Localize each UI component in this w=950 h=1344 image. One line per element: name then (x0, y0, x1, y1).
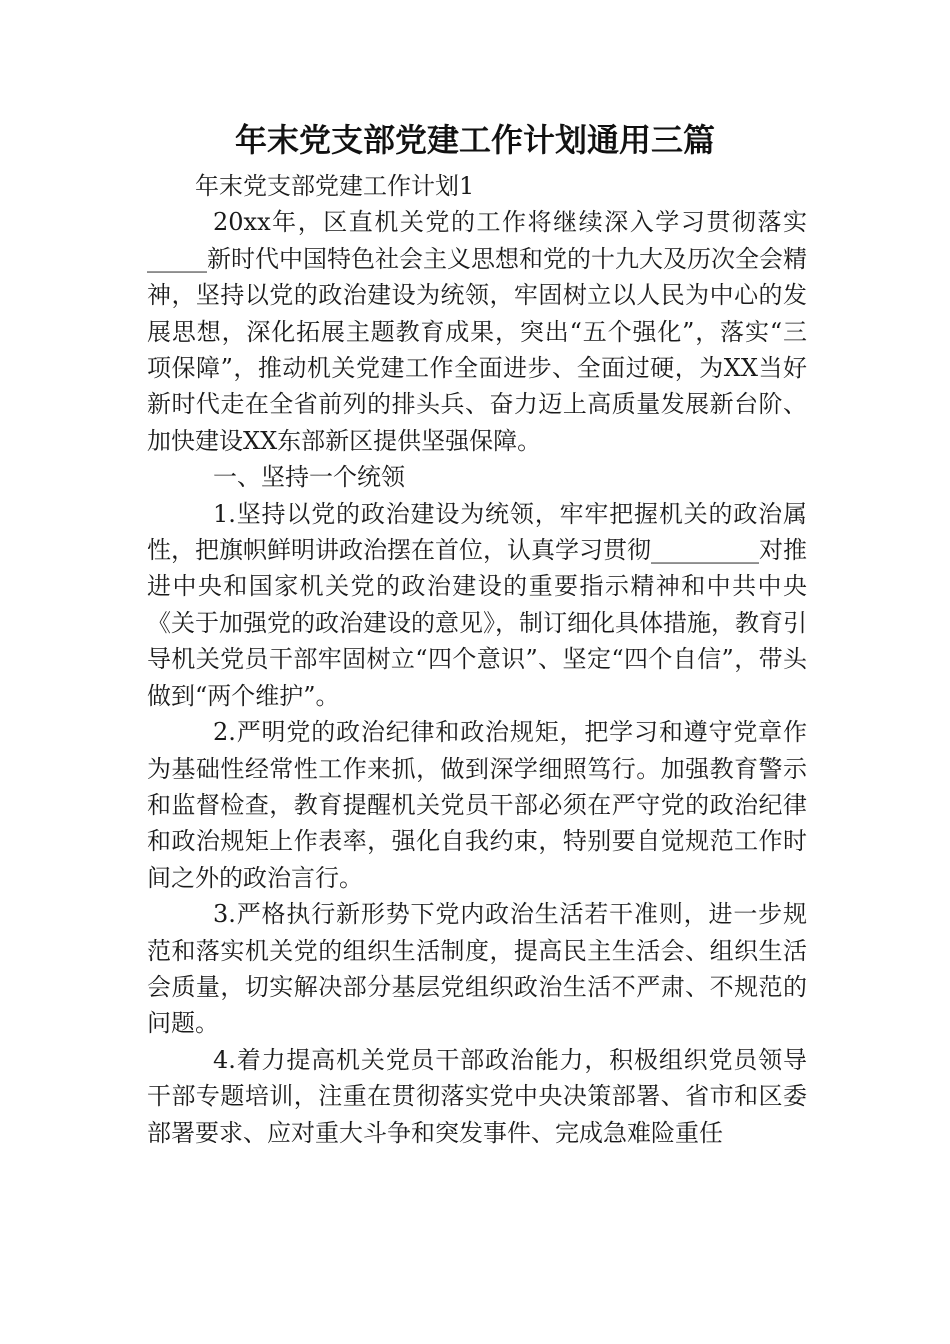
document-body (147, 168, 807, 1151)
document-title: 年末党支部党建工作计划通用三篇 (234, 121, 715, 159)
section-subtitle: 年末党支部党建工作计划1 (195, 172, 475, 200)
paragraph-intro: 20xx年，区直机关党的工作将继续深入学习贯彻落实_____新时代中国特色社会主义思想和党的十九大及历次全会精神，坚持以党的政治建设为统领，牢固树立以人民为中心的发展思想，深化拓展主题教育成果，突出“五个强化”，落实“三项保障”，推动机关党建工作全面进步、全面过硬，为XX当好新时代走在全省前列的排头兵、奋力迈上高质量发展新台阶、加快建设XX东部新区提供坚强保障。 (147, 208, 807, 455)
paragraph-item-1: 1.坚持以党的政治建设为统领，牢牢把握机关的政治属性，把旗帜鲜明讲政治摆在首位，认真学习贯彻_________对推进中央和国家机关党的政治建设的重要指示精神和中共中央《关于加强党的政治建设的意见》，制订细化具体措施，教育引导机关党员干部牢固树立“四个意识”、坚定“四个自信”，带头做到“两个维护”。 (147, 499, 807, 710)
paragraph-item-3: 3.严格执行新形势下党内政治生活若干准则，进一步规范和落实机关党的组织生活制度，提高民主生活会、组织生活会质量，切实解决部分基层党组织政治生活不严肃、不规范的问题。 (147, 900, 807, 1038)
section-heading: 一、坚持一个统领 (213, 463, 405, 492)
paragraph-item-4: 4.着力提高机关党员干部政治能力，积极组织党员领导干部专题培训，注重在贯彻落实党中央决策部署、省市和区委部署要求、应对重大斗争和突发事件、完成急难险重任 (147, 1045, 807, 1147)
paragraph-item-2: 2.严明党的政治纪律和政治规矩，把学习和遵守党章作为基础性经常性工作来抓，做到深学细照笃行。加强教育警示和监督检查，教育提醒机关党员干部必须在严守党的政治纪律和政治规矩上作表率，强化自我约束，特别要自觉规范工作时间之外的政治言行。 (147, 718, 807, 892)
